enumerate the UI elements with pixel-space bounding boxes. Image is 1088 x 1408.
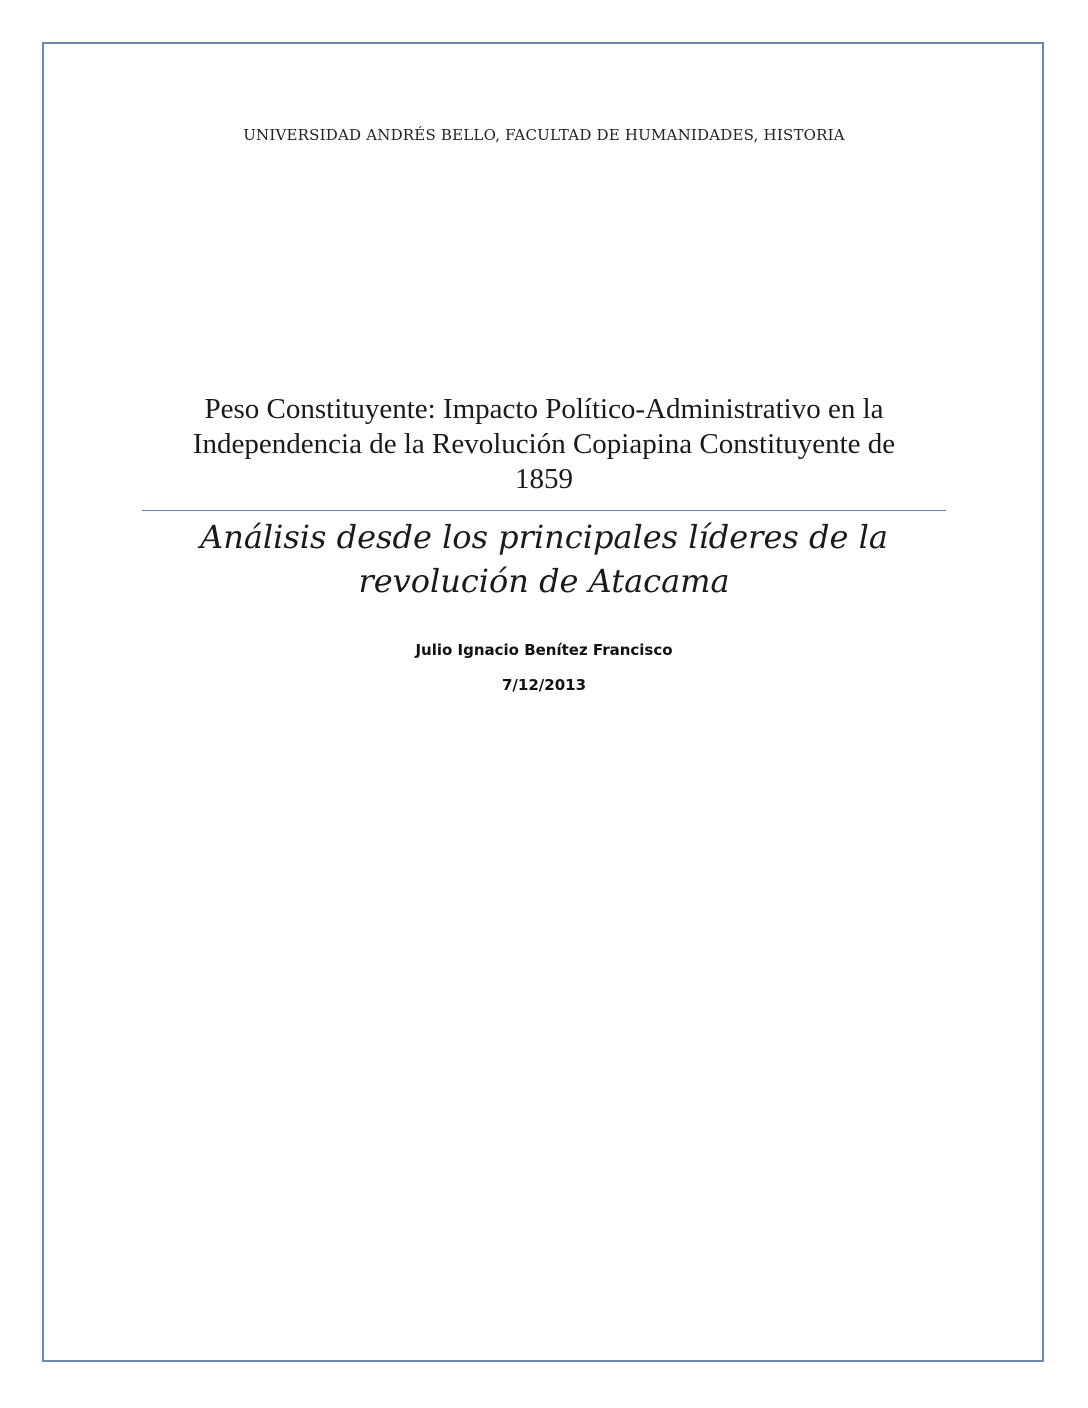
document-subtitle: Análisis desde los principales líderes de la revolución de Atacama [200, 518, 888, 600]
author-name: Julio Ignacio Benítez Francisco [415, 641, 673, 659]
page-border [42, 42, 1044, 1362]
document-date: 7/12/2013 [501, 676, 587, 694]
document-title: Peso Constituyente: Impacto Político-Administrativo en la Independencia de la Revolución Copiapina Constituyente de 1859 [192, 393, 896, 495]
title-divider [142, 510, 946, 511]
institution-header: UNIVERSIDAD ANDRÉS BELLO, FACULTAD DE HUMANIDADES, HISTORIA [243, 126, 845, 144]
